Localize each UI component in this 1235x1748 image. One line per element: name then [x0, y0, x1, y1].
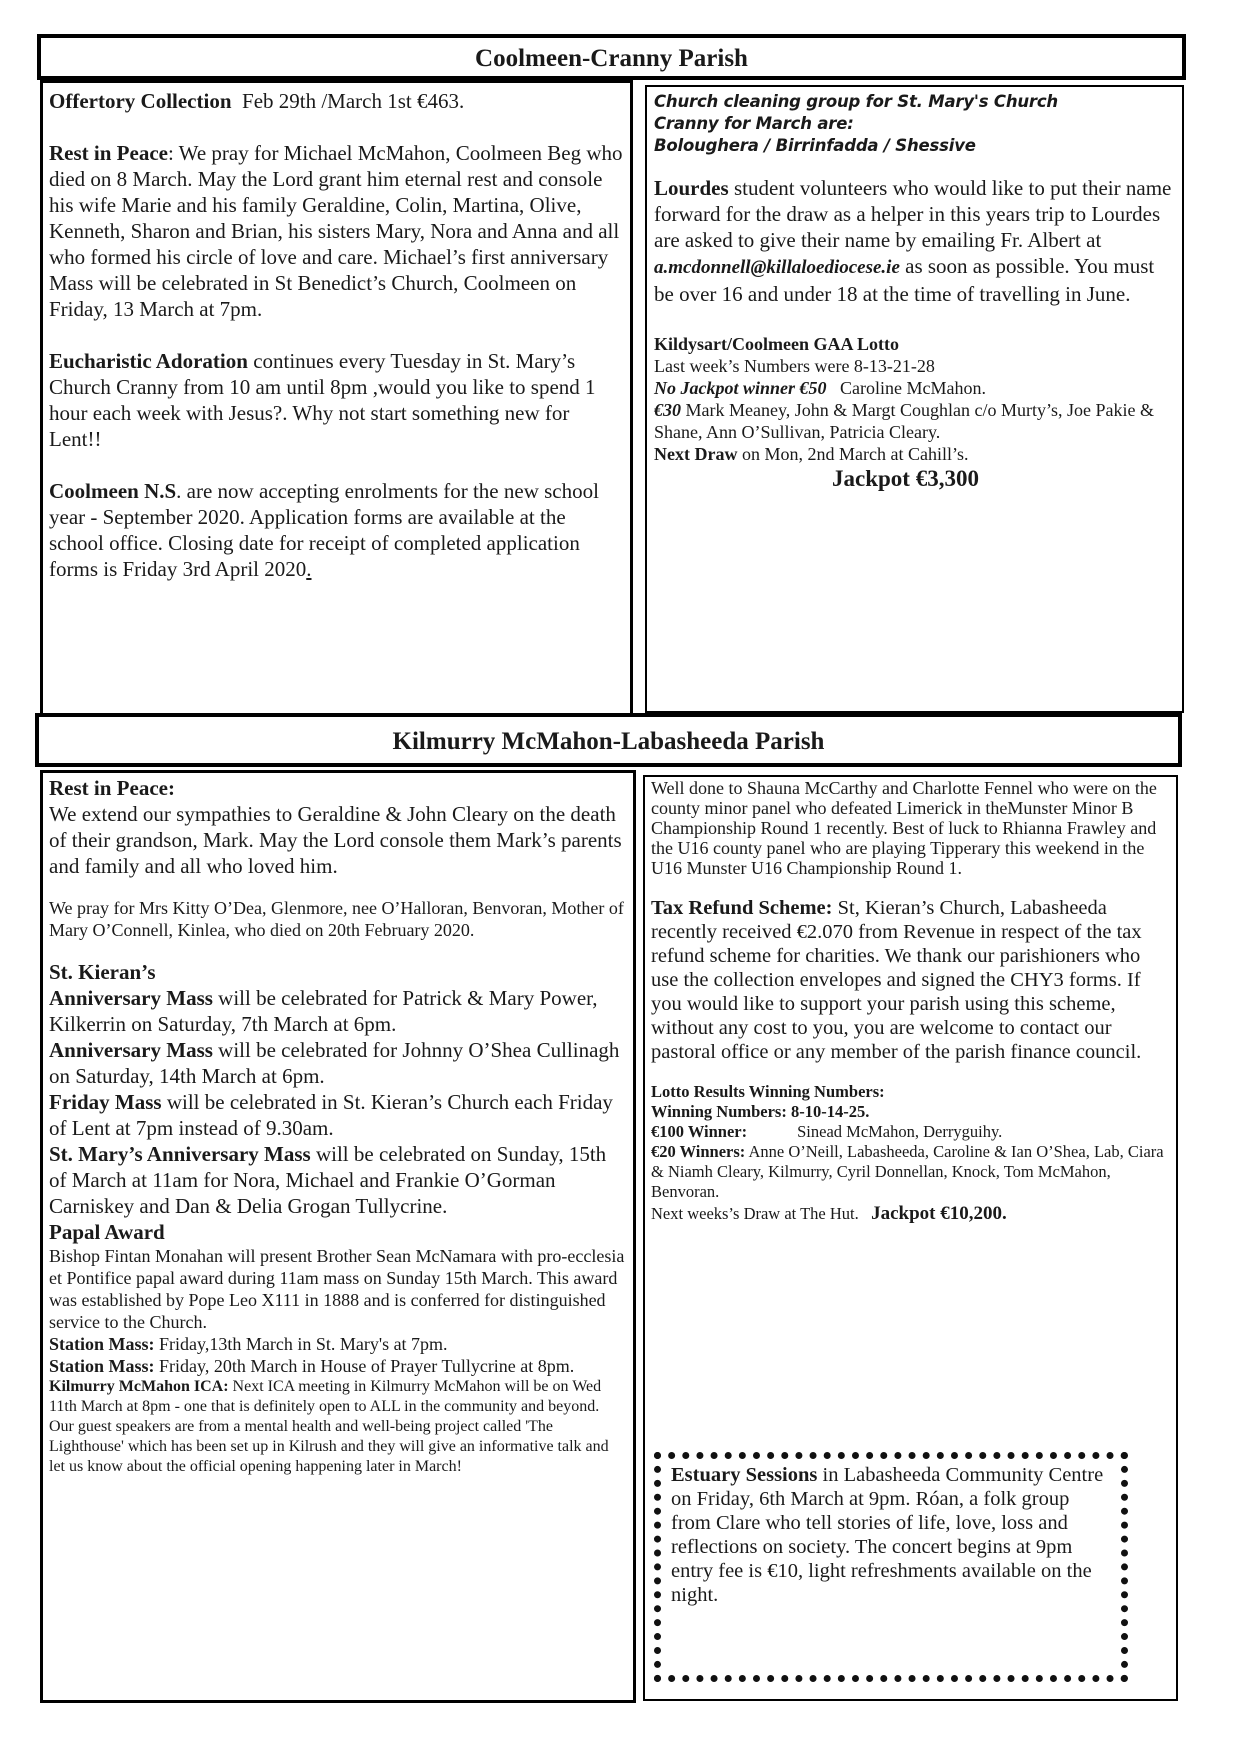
parish-title: Kilmurry McMahon-Labasheeda Parish [392, 728, 825, 755]
offertory-text: Feb 29th /March 1st €463. [242, 89, 465, 113]
st-marys-mass-label: St. Mary’s Anniversary Mass [49, 1142, 311, 1166]
cleaning-line-2: Cranny for March are: [654, 114, 854, 133]
cleaning-line-3: Boloughera / Birrinfadda / Shessive [654, 136, 976, 155]
cleaning-line-1: Church cleaning group for St. Mary's Church [654, 92, 1058, 111]
adoration-text: continues every Tuesday in St. Mary’s Church Cranny from 10 am until 8pm ,would you like to spend 1 hour each week with Jesus?. Why not start something new for Lent!! [49, 349, 596, 451]
lourdes-text-2: as soon as possible. You must be over 16 and under 18 at the time of travelling in June. [654, 254, 1155, 306]
lourdes-label: Lourdes [654, 176, 729, 200]
rip-label: Rest in Peace [49, 141, 168, 165]
lotto-numbers: Last week’s Numbers were 8-13-21-28 [654, 356, 935, 376]
offertory-label: Offertory Collection [49, 89, 232, 113]
rip-label: Rest in Peace: [49, 776, 175, 800]
anniversary-mass-2-label: Anniversary Mass [49, 1038, 213, 1062]
winner-100-label: €100 Winner: [651, 1122, 748, 1141]
kilmurry-left-column [40, 770, 636, 1703]
station-mass-2 [49, 1355, 627, 1377]
parish-header-coolmeen-cranny [37, 34, 1186, 80]
estuary-sessions-notice [671, 1463, 1113, 1607]
school-text: . are now accepting enrolments for the new school year - September 2020. Application forms are available at the school office. Closing date for receipt of completed application forms is Friday 3rd April 2020 [49, 479, 599, 581]
lotto-no-winner [654, 377, 1175, 399]
station-mass-2-label: Station Mass: [49, 1356, 155, 1376]
lotto-30-text: Mark Meaney, John & Margt Coughlan c/o Murty’s, Joe Pakie & Shane, Ann O’Sullivan, Patricia Cleary. [654, 400, 1154, 442]
email-link[interactable]: a.mcdonnell@killaloediocese.ie [654, 257, 900, 278]
tax-refund-notice [651, 896, 1170, 1064]
lotto-winning-numbers: Winning Numbers: 8-10-14-25. [651, 1102, 870, 1121]
friday-mass [49, 1089, 627, 1141]
cleaning-notice [654, 91, 1175, 157]
station-mass-1 [49, 1333, 627, 1355]
winner-20-label: €20 Winners: [651, 1142, 746, 1161]
parish-title: Coolmeen-Cranny Parish [475, 45, 748, 72]
st-kierans-notices [49, 959, 627, 1245]
anniversary-mass-1 [49, 985, 627, 1037]
winner-100-text: Sinead McMahon, Derryguihy. [797, 1122, 1003, 1141]
estuary-text: in Labasheeda Community Centre on Friday, 6th March at 9pm. Róan, a folk group from Clare who tell stories of life, love, loss and reflections on society. The concert begins at 9pm entry fee is €10, light refreshments available on the night. [671, 1464, 1104, 1606]
lotto-results-title: Lotto Results Winning Numbers: [651, 1082, 885, 1101]
st-kierans-heading: St. Kieran’s [49, 960, 156, 984]
lourdes-notice [654, 175, 1175, 307]
lotto-no-winner-label: No Jackpot winner €50 [654, 378, 827, 398]
well-done-notice: Well done to Shauna McCarthy and Charlotte Fennel who were on the county minor panel who defeated Limerick in theMunster Minor B Championship Round 1 recently. Best of luck to Rhianna Frawley and the U16 county panel who are playing Tipperary this weekend in the U16 Munster U16 Championship Round 1. [651, 778, 1157, 878]
lotto-title: Kildysart/Coolmeen GAA Lotto [654, 334, 899, 354]
ica-text: Next ICA meeting in Kilmurry McMahon will be on Wed 11th March at 8pm - one that is definitely open to ALL in the community and beyond. Our guest speakers are from a mental health and well-being project called 'The Lighthouse' which has been set up in Kilrush and they will give an informative talk and let us know about the official opening happening later in March! [49, 1378, 609, 1475]
school-notice [49, 478, 624, 582]
next-draw [651, 1204, 1170, 1224]
pray-notice: We pray for Mrs Kitty O’Dea, Glenmore, nee O’Halloran, Benvoran, Mother of Mary O’Connell, Kinlea, who died on 20th February 2020. [49, 898, 624, 940]
jackpot: Jackpot €10,200. [871, 1203, 1007, 1224]
papal-award-heading: Papal Award [49, 1220, 165, 1244]
lourdes-text: student volunteers who would like to put their name forward for the draw as a helper in this years trip to Lourdes are asked to give their name by emailing Fr. Albert at [654, 176, 1172, 252]
ica-label: Kilmurry McMahon ICA: [49, 1378, 229, 1395]
station-mass-1-label: Station Mass: [49, 1334, 155, 1354]
rip-text: : We pray for Michael McMahon, Coolmeen Beg who died on 8 March. May the Lord grant him eternal rest and console his wife Marie and his family Geraldine, Colin, Martina, Olive, Kenneth, Sharon and Brian, his sisters Mary, Nora and Anna and all who formed his circle of love and care. Michael’s first anniversary Mass will be celebrated in St Benedict’s Church, Coolmeen on Friday, 13 March at 7pm. [49, 141, 623, 321]
lotto-30-winners [654, 399, 1175, 443]
offertory-notice [49, 88, 624, 114]
winner-100 [651, 1122, 1170, 1142]
station-mass-1-text: Friday,13th March in St. Mary's at 7pm. [154, 1334, 448, 1354]
next-draw [654, 443, 1175, 465]
adoration-label: Eucharistic Adoration [49, 349, 248, 373]
rip-text: We extend our sympathies to Geraldine & John Cleary on the death of their grandson, Mark. May the Lord console them Mark’s parents and family and all who loved him. [49, 802, 622, 878]
friday-mass-text: will be celebrated in St. Kieran’s Church each Friday of Lent at 7pm instead of 9.30am. [49, 1090, 613, 1140]
coolmeen-right-column [645, 85, 1184, 713]
gaa-lotto [654, 333, 1175, 493]
estuary-sessions-box [654, 1452, 1128, 1682]
rip-notice [49, 140, 624, 322]
coolmeen-left-column [40, 80, 633, 717]
parish-header-kilmurry-labasheeda [35, 713, 1182, 767]
school-end: . [306, 557, 312, 581]
station-mass-2-text: Friday, 20th March in House of Prayer Tullycrine at 8pm. [154, 1356, 575, 1376]
next-draw-text: Next weeks’s Draw at The Hut. [651, 1204, 859, 1223]
st-marys-mass-text: will be celebrated on Sunday, 15th of March at 11am for Nora, Michael and Frankie O’Gorman Carniskey and Dan & Delia Grogan Tullycrine. [49, 1142, 607, 1218]
rip-notice [49, 775, 627, 879]
anniversary-mass-2 [49, 1037, 627, 1089]
papal-award-notice [49, 1245, 627, 1377]
tax-refund-text: St, Kieran’s Church, Labasheeda recently received €2.070 from Revenue in respect of the tax refund scheme for charities. We thank our parishioners who use the collection envelopes and signed the CHY3 forms. If you would like to support your parish using this scheme, without any cost to you, you are welcome to contact our pastoral office or any member of the parish finance council. [651, 897, 1142, 1063]
lotto-results [651, 1082, 1170, 1224]
lotto-30-label: €30 [654, 400, 681, 420]
anniversary-mass-1-text: will be celebrated for Patrick & Mary Power, Kilkerrin on Saturday, 7th March at 6pm. [49, 986, 598, 1036]
winner-20-text: Anne O’Neill, Labasheeda, Caroline & Ian O’Shea, Lab, Ciara & Niamh Cleary, Kilmurry, Cyril Donnellan, Knock, Tom McMahon, Benvoran. [651, 1142, 1164, 1201]
anniversary-mass-2-text: will be celebrated for Johnny O’Shea Cullinagh on Saturday, 14th March at 6pm. [49, 1038, 620, 1088]
next-draw-text: on Mon, 2nd March at Cahill’s. [737, 444, 969, 464]
jackpot: Jackpot €3,300 [832, 466, 979, 491]
school-label: Coolmeen N.S [49, 479, 177, 503]
st-marys-mass [49, 1141, 627, 1219]
next-draw-label: Next Draw [654, 444, 738, 464]
anniversary-mass-1-label: Anniversary Mass [49, 986, 213, 1010]
tax-refund-label: Tax Refund Scheme: [651, 897, 833, 919]
adoration-notice [49, 348, 624, 452]
friday-mass-label: Friday Mass [49, 1090, 162, 1114]
papal-award-text: Bishop Fintan Monahan will present Brother Sean McNamara with pro-ecclesia et Pontifice papal award during 11am mass on Sunday 15th March. This award was established by Pope Leo X111 in 1888 and is conferred for distinguished service to the Church. [49, 1246, 625, 1332]
ica-notice [49, 1377, 627, 1477]
lotto-no-winner-text: Caroline McMahon. [826, 378, 986, 398]
winner-20 [651, 1142, 1170, 1202]
estuary-label: Estuary Sessions [671, 1464, 818, 1486]
